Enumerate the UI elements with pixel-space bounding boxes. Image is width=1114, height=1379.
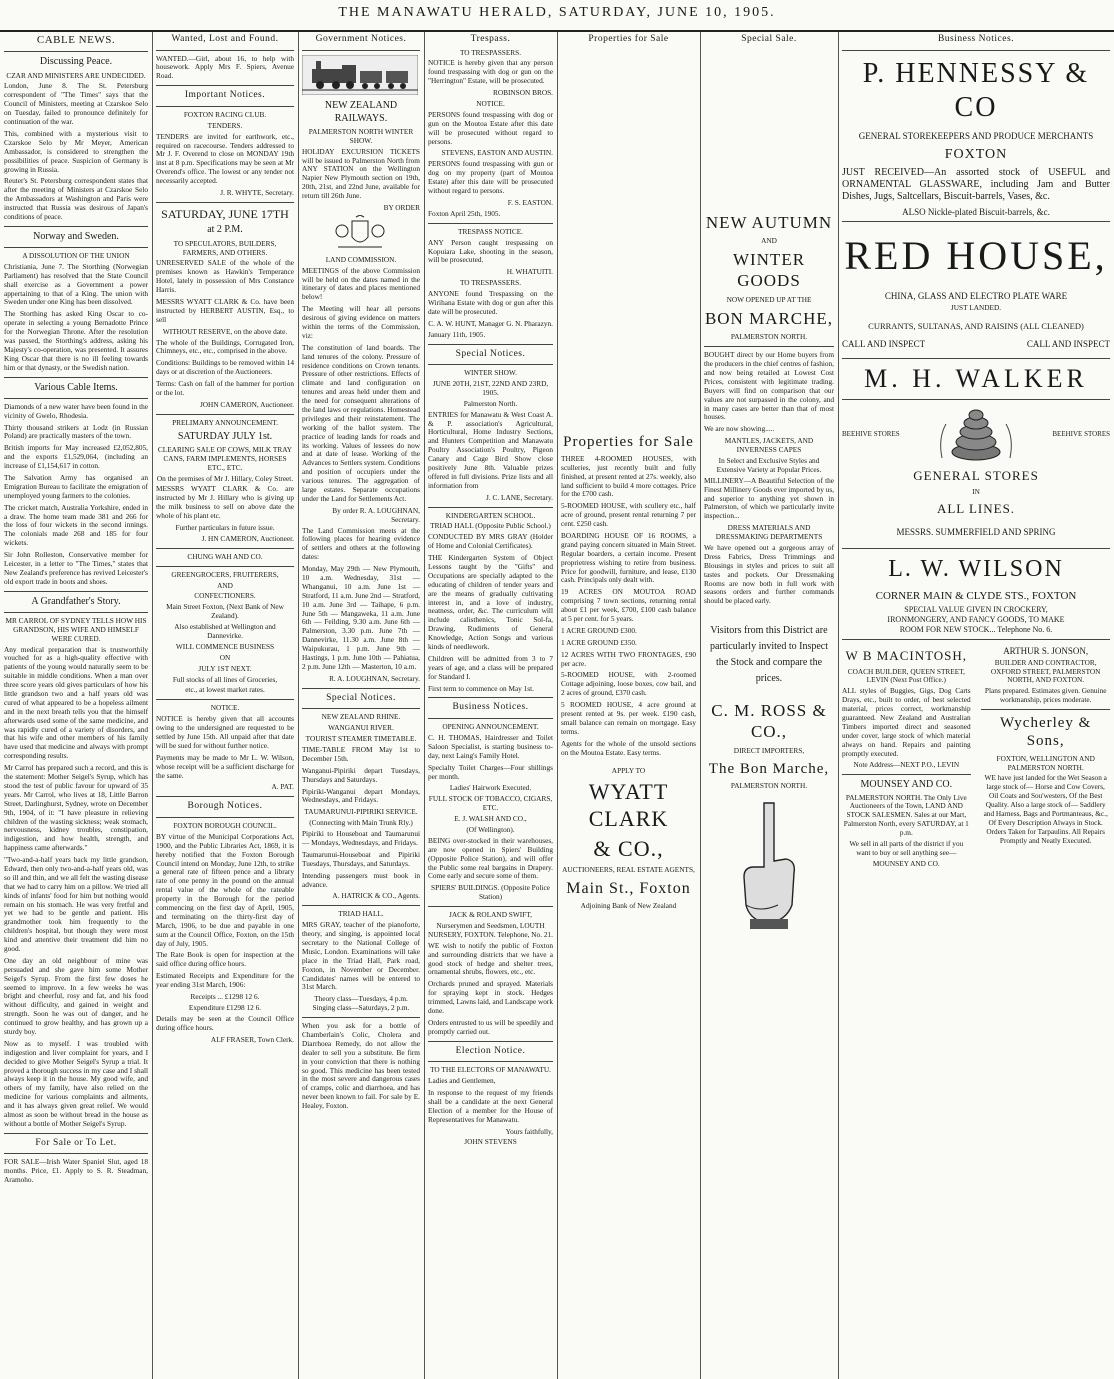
ad-title: MANTLES, JACKETS, AND INVERNESS CAPES: [724, 436, 814, 455]
ad-body: We sell in all parts of the district if you want to buy or sell anything see—: [849, 838, 964, 857]
article-paragraph: Diamonds of a new water have been found in the vicinity of Gwelo, Rhodesia.: [4, 401, 148, 420]
notice-title: TAUMARUNUI-PIPIRIKI SERVICE.: [304, 807, 418, 817]
article-paragraph: Mr Carrol has prepared such a record, and this is the statement: Mother Seigel's Syrup, which has stood the test of public favour for upward of 35 years. Mr Carrol, who lives at 18, Little Barron Street, Darlinghurst, Sydney, wrote on December 9th, 1904, of it: "I have pleasure in relieving children of the wasting sickness; weak stomach, nervousness, kidney troubles, constipation, indigestion, and how health, strength, and happiness came afterwards.": [4, 763, 148, 853]
ad-body: WE have just landed for the Wet Season a large stock of— Horse and Cow Covers, Oil Coats and Sou'westers, Of the Best Quality. Also a large stock of— Saddlery and Harness, Bags and Portmanteaus, &c., Of Every Description Always in Stock. Orders Taken for Tarpaulins. All Repairs Promptly and Neatly Executed.: [983, 773, 1108, 845]
notice-title: NOTICE.: [476, 99, 505, 109]
jonson-ad: [981, 644, 1110, 871]
section-heading: Trespass.: [470, 34, 511, 44]
ad-body: PALMERSTON NORTH. The Only Live Auctioneers of the Town, LAND AND STOCK SALESMEN. Sales at our Mart, Palmerston North, every SATURDAY, at 1 p.m.: [843, 792, 969, 838]
notice-body: TENDERS are invited for earthwork, etc., required on racecourse. Tenders addressed to Mr J. F. Overend to close on MONDAY 19th inst at 8 p.m. Specifications may be seen at Mr Overend's office. The lowest or any tender not necessarily accepted.: [156, 131, 294, 186]
notice-body: BEING over-stocked in their warehouses, are now opened in Spiers' Building (Opposite Police Station), and will offer the Public some real bargains in Drapery. Come early and secure some of them.: [428, 835, 553, 881]
notice-title: WANGANUI RIVER.: [328, 723, 394, 733]
notice-body: C. H. THOMAS, Hairdresser and Toilet Saloon Specialist, is starting business to-day, next Laing's Family Hotel.: [428, 732, 553, 760]
notice-signature: ALF FRASER, Town Clerk.: [210, 1034, 294, 1044]
notice-body: Estimated Receipts and Expenditure for the year ending 31st March, 1906:: [156, 971, 294, 990]
ad-body: Plans prepared. Estimates given. Genuine workmanship, prices moderate.: [984, 686, 1107, 705]
macintosh-ad: [842, 644, 971, 871]
notice-body: UNRESERVED SALE of the whole of the premises known as Hawkin's Temperance Hotel, lately in possession of Mrs Constance Harris.: [156, 258, 294, 295]
column-cable-news: [0, 32, 152, 1379]
notice-body: In response to the request of my friends shall be a candidate at the next General Election of a member for the House of Representatives for Manawatu.: [428, 1088, 553, 1124]
classified-ad: WANTED.—Girl, about 16, to help with housework. Apply Mrs F. Spiers, Avenue Road.: [156, 53, 294, 81]
ad-title: DRESS MATERIALS AND DRESSMAKING DEPARTMENTS: [715, 523, 823, 542]
ad-title: Main St., Foxton: [566, 879, 691, 897]
ad-title: AND: [761, 236, 777, 246]
notice-title: TO THE ELECTORS OF MANAWATU.: [430, 1065, 551, 1075]
article-paragraph: Sir John Rolleston, Conservative member for Leicester, in a letter to "The Times," states that New Zealand's preference has revived Leicester's old export trade in boots and shoes.: [4, 550, 148, 586]
notice-title: TO SPECULATORS, BUILDERS, FARMERS, AND OTHERS.: [173, 238, 277, 257]
property-listing: 5-ROOMED HOUSE, with 2-roomed Cottage adjoining, loose boxes, cow bail, and 2 acres of ground, £370 cash.: [561, 670, 696, 698]
notice-signature: J. R. WHYTE, Secretary.: [220, 187, 294, 197]
ad-body: Also established at Wellington and Dannevirke.: [174, 622, 276, 641]
notice-title: SATURDAY, JUNE 17TH: [161, 206, 289, 221]
notice-body: Nurserymen and Seedsmen, LOUTH NURSERY, FOXTON. Telephone, No. 21.: [428, 920, 553, 939]
call-and-inspect-row: [842, 339, 1110, 350]
property-listing: 5-ROOMED HOUSE, with scullery etc., half acre of ground, present rental returning 7 per cent. £250 cash.: [561, 501, 696, 529]
notice-signature: R. A. LOUGHNAN, Secretary.: [329, 673, 420, 683]
ad-title: Properties for Sale: [563, 433, 694, 450]
notice-body: Yours faithfully,: [505, 1126, 553, 1136]
notice-title: FOXTON RACING CLUB.: [183, 109, 267, 119]
property-listing: 1 ACRE GROUND £350.: [561, 637, 637, 647]
notice-body: WE wish to notify the public of Foxton and surrounding districts that we have a good stock of hedge and shelter trees, ornamental shrubs, flowers, etc., etc.: [428, 940, 553, 977]
article-paragraph: This, combined with a mysterious visit to Czarskoe Selo by Mr Meyer, American Ambassador, is considered to strengthen the possibilities of peace. Suspicion of Germany is growing in Russia.: [4, 128, 148, 174]
notice-signature: By order R. A. LOUGHNAN, Secretary.: [332, 505, 420, 524]
ad-body: MILLINERY—A Beautiful Selection of the Finest Millinery Goods ever imported by us, and superior to anything yet shown in Palmerston, of which we particularly invite inspection...: [704, 475, 834, 521]
ad-title: GENERAL STORES: [913, 468, 1039, 484]
notice-body: The Meeting will hear all persons desirous of giving evidence on matters within the terms of the Commission, viz:: [302, 304, 420, 340]
notice-body: FULL STOCK OF TOBACCO, CIGARS, ETC.: [428, 794, 553, 813]
section-heading: Election Notice.: [455, 1045, 526, 1056]
masthead: THE MANAWATU HERALD, SATURDAY, JUNE 10, 1905.: [0, 0, 1114, 32]
ad-title: P. HENNESSY & CO: [862, 57, 1090, 123]
ad-title: NOW OPENED UP AT THE: [726, 294, 812, 304]
notice-title: TRESPASS NOTICE.: [457, 226, 523, 236]
notice-body: PERSONS found trespassing with gun or dog on my property (part of Moutoa Estate) after this date will be prosecuted without regard to persons.: [428, 159, 553, 196]
section-heading: Special Sale.: [741, 34, 797, 44]
article-paragraph: London, June 8. The St. Petersburg correspondent of "The Times" says that the Council of Ministers, meeting at Czarskoe Selo on Tuesday, failed to pronounce definitely for continuation of the war.: [4, 81, 148, 127]
ad-title: GENERAL STOREKEEPERS AND PRODUCE MERCHANTS: [858, 130, 1094, 141]
ad-title: & CO.,: [593, 836, 664, 862]
ad-title: BON MARCHE,: [704, 308, 834, 328]
notice-body: Payments may be made to Mr L. W. Wilson, whose receipt will be a sufficient discharge for the same.: [156, 752, 294, 780]
ad-signature: MOUNSEY AND CO.: [872, 858, 940, 868]
property-listing: BOARDING HOUSE OF 16 ROOMS, a grand paying concern situated in Main Street. Regular boarders, a certain income. Present proprietress wishing to retire from business. Price for goodwill, furniture, and lease, £130 cash. Principals only dealt with.: [561, 531, 696, 585]
ad-title: FOXTON: [944, 146, 1008, 162]
ad-title: CHINA, GLASS AND ELECTRO PLATE WARE: [884, 291, 1068, 302]
notice-body: The constitution of land boards. The land tenures of the colony. Pressure of residence conditions on Crown tenants. Pressure of other restrictions. Effects of climate and land configuration on tenures and areas held under them and the need for consequent alterations of the land laws or regulations. Homestead privileges and their reinstatement. The working of the ballot system. The practice of leading lands for roads and its working. Values of lessees do now and at date of lease. Working of the Advances to Settlers system. Conditions and position of occupiers under the various tenures. The aggregation of large estates. Separate occupations under the Land for Settlements Act.: [302, 342, 420, 503]
article-paragraph: Any medical preparation that is trustworthily vouched for as a high-quality effective with patients of the young would naturally seem to be suitable in middle conditions. When a man over three score years old gives particulars of how his little grandson two and a half years old was cured of what appeared to be a hopeless ailment and in the next breath tells you that the himself afterwards used some of the same medicine, and was rapidly cured of a variety of disorders, and that his wife and other members of his family have used that medicine and always with prompt corresponding results.: [4, 644, 148, 761]
property-listing: 1 ACRE GROUND £300.: [561, 625, 637, 635]
notice-title: TENDERS.: [207, 120, 243, 130]
notice-body: Ladies' Hairwork Executed.: [449, 783, 532, 793]
notice-signature: JOHN STEVENS: [464, 1137, 517, 1147]
notice-title: E. J. WALSH AND CO.,: [454, 814, 527, 824]
article-subtitle: MR CARROL OF SYDNEY TELLS HOW HIS GRANDSON, HIS WIFE AND HIMSELF WERE CURED.: [5, 615, 147, 643]
notice-body: WITHOUT RESERVE, on the above date.: [162, 326, 288, 336]
article-paragraph: Reuter's St. Petersburg correspondent states that after the meeting of Ministers at Czarskoe Selo the Ambassadors at Washington and Paris were instructed that Russia was desirous of Japan's conditions of peace.: [4, 176, 148, 221]
ad-title: WYATT CLARK: [588, 779, 669, 832]
property-listing: THREE 4-ROOMED HOUSES, with sculleries, just recently built and fully finished, at present rented at 27s. weekly, also land sufficient to build 4 more cottages. Price for the £700 cash.: [561, 453, 696, 499]
ad-body: Note Address—NEXT P.O., LEVIN: [853, 760, 960, 770]
notice-body: NOTICE is hereby given that all accounts owing to the undersigned are requested to be settled by June 15th. All unpaid after that date will be sued for without further notice.: [156, 714, 294, 750]
section-heading: CABLE NEWS.: [36, 34, 116, 46]
ad-title: CALL AND INSPECT: [842, 339, 926, 350]
notice-body: Pipiriki-Wanganui depart Mondays, Wednesdays, and Fridays.: [302, 786, 420, 805]
coat-of-arms-icon: [302, 215, 418, 251]
notice-body: MESSRS WYATT CLARK & Co. have been instructed by HERBERT AUSTIN, Esq., to sell: [156, 297, 294, 324]
article-paragraph: "Two-and-a-half years back my little grandson, Edward, then only two-and-a-half years old, was so ill and thin, and we all felt the wasting disease that we had to carry him on a pillow. We tried all kinds of infants' food for him but nothing would remain on his stomach. He was very fretful and yet we had to be gentle and patient. His grandmother took him frequently to the children's hospital, but though they were most kind and attentive their treatment did him no good.: [4, 855, 148, 953]
ad-body: ALSO Nickle-plated Biscuit-barrels, &c.: [902, 206, 1050, 217]
ad-title: CALL AND INSPECT: [1026, 339, 1110, 350]
notice-title: NEW ZEALAND RHINE.: [321, 712, 401, 722]
ad-body: COACH BUILDER, QUEEN STREET, LEVIN (Next Post Office.): [847, 666, 965, 685]
notice-signature: STEVENS, EASTON AND AUSTIN.: [441, 148, 553, 158]
ad-title: CORNER MAIN & CLYDE STS., FOXTON: [875, 590, 1077, 603]
ad-body: Full stocks of all lines of Groceries,: [172, 674, 278, 684]
notice-body: (Connecting with Main Trunk Rly.): [309, 818, 413, 828]
article-paragraph: British imports for May increased £2,052,805, and the exports £1,529,064, (including an increase of £1,154,617 in cotton.: [4, 443, 148, 471]
ad-body: We are now showing.....: [704, 424, 775, 434]
notice-body: Ladies and Gentlemen,: [428, 1076, 496, 1086]
pointing-hand-icon: [734, 801, 804, 931]
notice-signature: ROBINSON BROS.: [492, 88, 553, 98]
property-listing: 5 ROOMED HOUSE, 4 acre ground at present rented at 9s. per week. £190 cash, small balance can remain on mortgage. Easy terms.: [561, 700, 696, 736]
notice-title: TO TRESPASSERS.: [459, 278, 522, 288]
ad-title: JULY 1ST NEXT.: [198, 663, 252, 673]
property-listing: Agents for the whole of the unsold sections on the Moutoa Estate. Easy terms.: [561, 738, 696, 757]
notice-title: PRELIMARY ANNOUNCEMENT.: [172, 417, 278, 427]
section-heading: Borough Notices.: [187, 801, 263, 812]
notice-title: TOURIST STEAMER TIMETABLE.: [305, 734, 417, 744]
ad-title: Wycherley & Sons,: [1000, 715, 1092, 750]
column-special-sale: [700, 32, 838, 1379]
notice-body: The whole of the Buildings, Corrugated Iron, Chimneys, etc., etc., comprised in the above.: [156, 337, 294, 356]
notice-body: CONDUCTED BY MRS GRAY (Holder of Home and Colonial Certificates).: [428, 532, 553, 551]
notice-title: PALMERSTON NORTH WINTER SHOW.: [308, 126, 414, 145]
notice-body: On the premises of Mr J. Hillary, Coley Street.: [156, 473, 294, 483]
notice-body: Further particulars in future issue.: [175, 523, 275, 532]
article-paragraph: Christiania, June 7. The Storthing (Norwegian Parliament) has resolved that the State Council shall exercise as a Government a power appertaining to that of a King. The union with Sweden under one King has been dissolved.: [4, 261, 148, 307]
notice-body: Conditions: Buildings to be removed within 14 days or at discretion of the Auctioneers.: [156, 358, 294, 377]
notice-body: (Of Wellington).: [466, 824, 515, 834]
notice-body: Taumarunui-Houseboat and Pipiriki Tuesdays, Thursdays, and Saturdays.: [302, 849, 420, 868]
notice-body: Terms: Cash on fall of the hammer for portion or the lot.: [156, 379, 294, 398]
notice-title: SATURDAY JULY 1st.: [177, 430, 273, 442]
ad-title: BEEHIVE STORES: [1052, 429, 1110, 438]
two-up-ads-row: [842, 644, 1110, 871]
notice-body: Foxton April 25th, 1905.: [428, 208, 501, 218]
article-title: Discussing Peace.: [39, 56, 113, 68]
section-heading: Business Notices.: [937, 34, 1015, 44]
notice-body: Specialty Toilet Charges—Four shillings per month.: [428, 762, 553, 781]
ad-body: etc., at lowest market rates.: [185, 685, 265, 695]
ad-body: BOUGHT direct by our Home buyers from the producers in the chief centres of fashion, and now being retailed at Lowest Cost Prices, consistent with legitimate trading. Buyers will find on comparison that our values are not surpassed in the colony, and in many cases are better than that of most houses.: [704, 350, 834, 422]
ad-title: MESSRS. SUMMERFIELD AND SPRING: [896, 526, 1056, 537]
notice-body: The Rate Book is open for inspection at the said office during office hours.: [156, 950, 294, 969]
notice-signature: F. S. EASTON.: [507, 197, 553, 207]
notice-body: SPIERS' BUILDINGS. (Opposite Police Station): [431, 883, 550, 902]
notice-body: Intending passengers must book in advance.: [302, 870, 420, 889]
classified-ad: FOR SALE—Irish Water Spaniel Slut, aged 18 months. Price, £1. Apply to S. R. Steadman, Aramoho.: [4, 1157, 148, 1185]
ad-title: C. M. ROSS & CO.,: [711, 701, 827, 741]
notice-body: MRS GRAY, teacher of the pianoforte, theory, and singing, is appointed local secretary to the National College of Music, London. Examinations will take place in the Triad Hall, Park road, Foxton, in November or December. Candidates' names will be entered to 31st March.: [302, 920, 420, 992]
ad-body: ALL styles of Buggies, Gigs, Dog Carts Drays, etc., built to order, of best selected material, prices correct, workmanship guaranteed. New Zealand and Australian Timbers imported direct and seasoned under cover, large stock of which material always on hand. Repairs and painting promptly executed.: [842, 686, 971, 758]
ad-body: SPECIAL VALUE GIVEN IN CROCKERY, IRONMONGERY, AND FANCY GOODS, TO MAKE ROOM FOR NEW STOCK... Telephone No. 6.: [887, 605, 1065, 634]
notice-body: NOTICE is hereby given that any person found trespassing with dog or gun on the "Herrington" Estate, will be prosecuted.: [428, 58, 553, 86]
ad-title: ALL LINES.: [936, 500, 1016, 516]
train-engraving-icon: [302, 55, 418, 95]
article-subtitle: A DISSOLUTION OF THE UNION: [22, 251, 130, 261]
ad-title: W B MACINTOSH,: [845, 647, 968, 663]
article-title: A Grandfather's Story.: [31, 595, 121, 607]
notice-body: Pipiriki to Houseboat and Taumarunui — Mondays, Wednesdays, and Fridays.: [302, 829, 420, 847]
notice-body: ENTRIES for Manawatu & West Coast A. & P. association's Agricultural, Horticultural, Home Industry Sections, and Hunters Competition and Manawatu Poultry Association's Poultry, Pigeon Canary and Cage Bird Show close positively June 8th. Valuable prizes offered in full divisions. Prize lists and all information from: [428, 409, 553, 490]
ad-title: CONFECTIONERS.: [194, 591, 256, 601]
ad-title: CHUNG WAH AND CO.: [187, 551, 263, 561]
notice-signature: A. HATRICK & CO., Agents.: [332, 891, 420, 901]
notice-body: HOLIDAY EXCURSION TICKETS will be issued to Palmerston North from ANY STATION on the Wellington Napier New Plymouth section on 19th, 20th, 21st, and 22nd June, available for return till 26th June.: [302, 146, 420, 201]
notice-body: MESSRS WYATT CLARK & Co. are instructed by Mr J. Hillary who is giving up the milk business to sell on above date the whole of his plant etc.: [156, 484, 294, 521]
property-listing: 19 ACRES ON MOUTOA ROAD comprising 7 town sections, returning rental about £1 per week, £700, £100 cash balance at 5 per cent. for 5 years.: [561, 587, 696, 624]
notice-title: KINDERGARTEN SCHOOL.: [445, 510, 536, 520]
ad-title: AUCTIONEERS, REAL ESTATE AGENTS,: [562, 864, 695, 874]
section-heading: Business Notices.: [452, 702, 529, 713]
article-title: Various Cable Items.: [34, 381, 118, 393]
article-subtitle: CZAR AND MINISTERS ARE UNDECIDED.: [6, 70, 146, 80]
notice-title: WINTER SHOW.: [464, 368, 517, 378]
ad-title: CURRANTS, SULTANAS, AND RAISINS (ALL CLEANED): [868, 321, 1084, 332]
section-heading: For Sale or To Let.: [35, 1137, 117, 1148]
notice-body: January 11th, 1905.: [428, 329, 486, 339]
notice-title: at 2 P.M.: [207, 224, 243, 236]
notice-title: NEW ZEALAND RAILWAYS.: [324, 100, 398, 124]
notice-body: When you ask for a bottle of Chamberlain's Colic, Cholera and Diarrhoea Remedy, do not allow the dealer to sell you a substitute. Be firm in your conviction that there is nothing so good. This medicine has been tested in the most severe and dangerous cases of cramps, colic and diarrhoea, and has never been known to fail. For sale by E. Healey, Foxton.: [302, 1021, 420, 1111]
ad-body: Adjoining Bank of New Zealand: [580, 901, 677, 911]
beehive-row: [842, 404, 1110, 464]
ad-title: AND: [217, 580, 233, 590]
notice-title: JACK & ROLAND SWIFT,: [449, 910, 532, 920]
notice-title: TO TRESPASSERS.: [459, 47, 522, 57]
article-paragraph: Thirty thousand strikers at Lodz (in Russian Poland) are practically masters of the town.: [4, 422, 148, 441]
article-paragraph: One day an old neighbour of mine was persuaded and she gave him some Mother Seigel's Syrup. From the first few doses he seemed to improve. In a few weeks he was bright and cheerful, rosy and fat, and his food without difficulty, and gained in weight and strength. Soon he was out of danger, and he continued to grow healthy, and has grown up a sturdy boy.: [4, 955, 148, 1036]
article-paragraph: The cricket match, Australia Yorkshire, ended in a draw. The home team made 381 and 266 for the loss of four wickets in the second innings. The colonials made 268 and 185 for four wickets.: [4, 502, 148, 548]
ad-title: WILL COMMENCE BUSINESS: [175, 641, 275, 651]
notice-body: First term to commence on May 1st.: [428, 683, 534, 693]
article-paragraph: The Storthing has asked King Oscar to co-operate in selecting a young Bernadotte Prince for the Norwegian Throne. After the resolution was passed, the Storthing's address, asking his Majesty's co-operation, was presented. It assures King Oscar that there is no ill feeling towards him or that dynasty, or the Swedish nation.: [4, 309, 148, 372]
ad-title: ON: [219, 652, 231, 662]
section-heading: Properties for Sale: [588, 34, 669, 44]
ad-body: Main Street Foxton, (Next Bank of New Zealand).: [166, 602, 284, 621]
notice-body: Theory class—Tuesdays, 4 p.m. Singing class—Saturdays, 2 p.m.: [312, 994, 410, 1013]
notice-body: Receipts ... £1298 12 6.: [190, 991, 260, 1001]
section-heading: Important Notices.: [184, 90, 266, 101]
ad-body: Visitors from this District are particularly invited to Inspect the Stock and compare the prices.: [709, 625, 829, 685]
notice-body: ANY Person caught trespassing on Kopuiara Lake, shooting in the season, will be prosecuted.: [428, 237, 553, 265]
notice-title: OPENING ANNOUNCEMENT.: [442, 722, 539, 732]
notice-title: TRIAD HALL.: [338, 909, 384, 919]
notice-signature: J. C. LANE, Secretary.: [485, 492, 553, 502]
notice-body: The Land Commission meets at the following places for hearing evidence of settlers and others at the following dates:: [302, 525, 420, 562]
section-heading: Special Notices.: [326, 692, 396, 703]
notice-body: PERSONS found trespassing with dog or gun on the Moutoa Estate after this date will be prosecuted without regard to persons.: [428, 109, 553, 146]
notice-signature: A. PAT.: [271, 782, 294, 792]
column-trespass: [424, 32, 557, 1379]
ad-title: M. H. WALKER: [864, 364, 1088, 394]
notice-title: JUNE 20TH, 21ST, 22ND AND 23RD, 1905.: [432, 378, 549, 397]
notice-body: Orders entrusted to us will be speedily and promptly carried out.: [428, 1017, 553, 1036]
ad-title: PALMERSTON NORTH.: [730, 780, 808, 790]
ad-title: WINTER GOODS: [732, 250, 806, 290]
notice-body: THE Kindergarten System of Object Lessons taught by the "Gifts" and Occupations are specially adapted to the educating of children of tender years and are the means of gradually cultivating interest in, and a love of industry, neatness, order, &c. The curriculum will include calisthenics, Tonic Sol-fa, Drawing, Rudiments of General Knowledge, Action Songs and various kinds of needlework.: [428, 553, 553, 652]
ad-title: L. W. WILSON: [888, 555, 1064, 582]
ad-title: GREENGROCERS, FRUITERERS,: [171, 569, 279, 579]
column-business-notices: [838, 32, 1114, 1379]
notice-body: Children will be admitted from 3 to 7 years of age, and a class will be prepared for Standard I.: [428, 653, 553, 681]
notice-body: BY virtue of the Municipal Corporations Act, 1900, and the Public Libraries Act, 1869, it is hereby notified that the Foxton Borough Council intend on Monday, June 12th, to strike a general rate of fifteen pence and a library rate of one penny in the pound on the annual rental value of the whole of the rateable property in the Borough for the period commencing on the first day of April, 1905, and terminating on the thirty-first day of March, 1906, to be due and payable in one sum at the Council Office, Foxton, on the 15th day of July, 1905.: [156, 831, 294, 948]
notice-body: TRIAD HALL (Opposite Public School.): [430, 521, 551, 531]
notice-title: LAND COMMISSION.: [325, 254, 397, 264]
ad-title: The Bon Marche,: [708, 760, 830, 777]
ad-title: MOUNSEY AND CO.: [860, 779, 953, 791]
notice-body: Wanganui-Pipiriki depart Tuesdays, Thursdays and Saturdays.: [302, 765, 420, 784]
section-heading: Government Notices.: [315, 34, 407, 44]
notice-signature: C. A. W. HUNT, Manager G. N. Pharazyn.: [428, 318, 553, 328]
ad-title: APPLY TO: [611, 766, 646, 776]
article-title: Norway and Sweden.: [33, 230, 119, 242]
ad-title: DIRECT IMPORTERS,: [733, 745, 805, 755]
ad-title: RED HOUSE,: [844, 233, 1108, 279]
column-properties: [557, 32, 700, 1379]
ad-title: IN: [972, 487, 980, 497]
section-heading: Wanted, Lost and Found.: [171, 34, 279, 44]
notice-signature: BY ORDER: [383, 202, 420, 212]
column-government-notices: [298, 32, 424, 1379]
ad-title: PALMERSTON NORTH.: [730, 332, 808, 342]
ad-title: BEEHIVE STORES: [842, 429, 900, 438]
ad-body: FOXTON, WELLINGTON AND PALMERSTON NORTH.: [996, 753, 1095, 772]
ad-title: ARTHUR S. JONSON,: [1003, 645, 1089, 656]
ad-body: JUST RECEIVED—An assorted stock of USEFUL and ORNAMENTAL GLASSWARE, including Jam and Butter Dishes, Jugs, Saltcellars, Biscuit-barrels, Vases, &c.: [842, 166, 1110, 203]
notice-body: Expenditure £1298 12 6.: [188, 1002, 262, 1012]
notice-signature: H. WHATUITI.: [506, 267, 553, 277]
property-listing: 12 ACRES WITH TWO FRONTAGES, £90 per acre.: [561, 649, 696, 668]
notice-body: Monday, May 29th — New Plymouth, 10 a.m. Wednesday, 31st — Whanganui, 10 a.m. June 1st — Stratford, 11 a.m. June 2nd — Stratford, 10 a.m. June 3rd — Taihape, 6 p.m. June 5th — Mangaweka, 11 a.m. June 6th — Feilding, 9.30 a.m. June 6th — Palmerston, 3.30 p.m. June 7th — Dannevirke, 11.30 a.m. June 8th — Waipukurau, 1 p.m. June 9th — Hastings, 1 p.m. June 10th — Pahiatua, 2 p.m. June 12th — Masterton, 10 a.m.: [302, 564, 420, 671]
article-paragraph: The Salvation Army has organised an Emigration Bureau to facilitate the emigration of unemployed young farmers to the colonies.: [4, 473, 148, 500]
notice-signature: JOHN CAMERON, Auctioneer.: [199, 399, 294, 409]
notice-body: TIME-TABLE FROM May 1st to December 15th.: [302, 744, 420, 763]
ad-body: We have opened out a gorgeous array of Dress Fabrics, Dress Trimmings and Blousings in styles and prices to suit all tastes and pockets. Our Dressmaking Rooms are now both in full work with seasons orders and further commands should be placed early.: [704, 543, 834, 606]
notice-body: Orchards pruned and sprayed. Materials for spraying kept in stock. Hedges trimmed, Lawns laid, and Landscape work done.: [428, 979, 553, 1015]
notice-body: MEETINGS of the above Commission will be held on the dates named in the itinerary of dates and places mentioned below!: [302, 265, 420, 302]
notice-body: Details may be seen at the Council Office during office hours.: [156, 1013, 294, 1032]
section-heading: Special Notices.: [455, 348, 526, 359]
ad-body: In Select and Exclusive Styles and Extensive Variety at Popular Prices.: [716, 455, 822, 474]
notice-title: FOXTON BOROUGH COUNCIL.: [173, 820, 277, 830]
notice-title: NOTICE.: [210, 703, 240, 713]
ad-title: JUST LANDED.: [950, 303, 1002, 313]
ad-body: BUILDER AND CONTRACTOR, OXFORD STREET, PALMERSTON NORTH, AND FOXTON.: [990, 657, 1101, 685]
article-paragraph: Now as to myself. I was troubled with indigestion and liver complaint for years, and I decided to give Mother Seigel's Syrup a trial. It proved a thorough success in my case and I shall always keep it in the house. My good wife, and others of my family, have also relied on the medicine for various complaints and ailments, and it has always given great relief. We would almost as soon be without bread in the house as without a bottle of Mother Seigel's Syrup.: [4, 1038, 148, 1128]
notice-body: CLEARING SALE OF COWS, MILK TRAY CANS, FARM IMPLEMENTS, HORSES ETC., ETC.: [157, 444, 293, 472]
column-notices: [152, 32, 298, 1379]
notice-body: Palmerston North.: [463, 398, 518, 408]
notice-signature: J. HN CAMERON, Auctioneer.: [201, 533, 294, 543]
ad-title: NEW AUTUMN: [705, 212, 833, 232]
notice-body: ANYONE found Trespassing on the Wirihana Estate with dog or gun after this date will be prosecuted.: [428, 289, 553, 316]
beehive-icon: [936, 404, 1016, 464]
